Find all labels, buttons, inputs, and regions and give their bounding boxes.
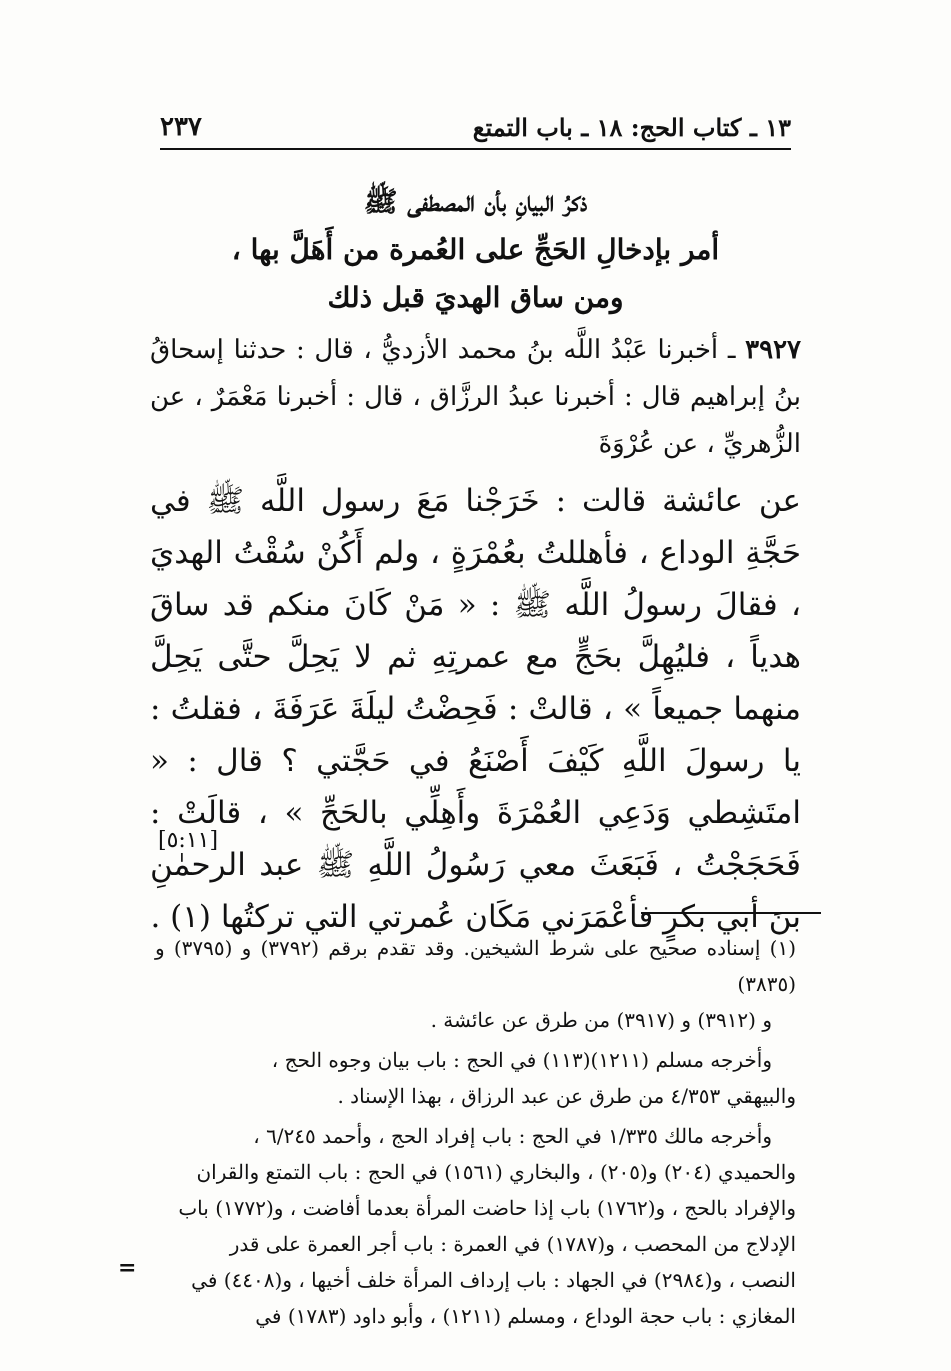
source-reference: [٥:١١] bbox=[158, 828, 219, 853]
footnote-line: والحميدي (٢٠٤) و(٢٠٥) ، والبخاري (١٥٦١) في الحج : باب التمتع والقران bbox=[196, 1160, 796, 1184]
hadith-text: عن عائشة قالت : خَرَجْنا مَعَ رسول اللَّه ﷺ في حَجَّةِ الوداع ، فأهللتُ بعُمْرَةٍ ، ولم أَكُنْ سُقْتُ الهديَ ، فقالَ رسولُ اللَّه ﷺ : « مَنْ كَانَ منكم قد ساقَ هدياً ، فليُهِلَّ بحَجٍّ مع عمرتِهِ ثم لا يَحِلَّ حتَّى يَحِلَّ منهما جميعاً » ، قالتْ : فَحِضْتُ ليلَةَ عَرَفَةَ ، فقلتُ : يا رسولَ اللَّهِ كَيْفَ أَصْنَعُ في حَجَّتي ؟ قال : « امتَشِطي وَدَعِي العُمْرَةَ وأَهِلِّي بالحَجِّ » ، قالَتْ : فَحَجَجْتُ ، فَبَعَثَ معي رَسُولُ اللَّهِ ﷺ عبد الرحمٰنِ بنَ أبي بكرٍ فأعْمَرَني مَكَان عُمرتي التي تركتُها (١) . bbox=[150, 483, 801, 935]
hadith-number: ٣٩٢٧ bbox=[745, 335, 801, 365]
footnote-divider bbox=[641, 912, 821, 914]
running-title: ١٣ ـ كتاب الحج: ١٨ ـ باب التمتع bbox=[472, 113, 791, 142]
footnote-paragraph bbox=[155, 930, 796, 1038]
isnad-text: ـ أخبرنا عَبْدُ اللَّه بنُ محمد الأزديُّ ، قال : حدثنا إسحاقُ بنُ إبراهيم قال : أخبرنا عبدُ الرزَّاق ، قال : أخبرنا مَعْمَرٌ ، عن الزُّهريِّ ، عن عُرْوَةَ bbox=[150, 335, 801, 459]
footnote-line: و (٣٩١٢) و (٣٩١٧) من طرق عن عائشة . bbox=[430, 1008, 772, 1032]
page-header bbox=[160, 108, 791, 150]
hadith-chain bbox=[150, 327, 801, 468]
footnote-line: المغازي : باب حجة الوداع ، ومسلم (١٢١١) ، وأبو داود (١٧٨٣) في bbox=[255, 1304, 796, 1328]
footnote-line: (١) إسناده صحيح على شرط الشيخين. وقد تقدم برقم (٣٧٩٢) و (٣٧٩٥) و (٣٨٣٥) bbox=[155, 936, 796, 996]
footnote-line: الإدلاج من المحصب ، و(١٧٨٧) في العمرة : باب أجر العمرة على قدر bbox=[229, 1232, 796, 1256]
footnote-paragraph bbox=[155, 1042, 796, 1114]
footnotes bbox=[155, 930, 796, 1338]
chapter-title-line: أمر بإدخالِ الحَجِّ على العُمرة من أَهَلَّ بها ، bbox=[231, 233, 720, 266]
chapter-title-line: ومن ساق الهديَ قبل ذلك bbox=[327, 281, 624, 314]
footnote-line: وأخرجه مسلم (١٢١١)(١١٣) في الحج : باب بيان وجوه الحج ، bbox=[271, 1048, 772, 1072]
page-number: ٢٣٧ bbox=[160, 112, 202, 142]
chapter-title-line: ذكرُ البيانِ بأن المصطفى ﷺ bbox=[363, 185, 588, 218]
footnote-line: والإفراد بالحج ، و(١٧٦٢) باب إذا حاضت المرأة بعدما أفاضت ، و(١٧٧٢) باب bbox=[178, 1196, 796, 1220]
continuation-mark: = bbox=[118, 1255, 137, 1281]
footnote-line: والبيهقي ٤/٣٥٣ من طرق عن عبد الرزاق ، بهذا الإسناد . bbox=[337, 1084, 796, 1108]
footnote-line: وأخرجه مالك ١/٣٣٥ في الحج : باب إفراد الحج ، وأحمد ٦/٢٤٥ ، bbox=[253, 1124, 772, 1148]
chapter-title bbox=[160, 178, 791, 322]
footnote-line: النصب ، و(٢٩٨٤) في الجهاد : باب إرداف المرأة خلف أخيها ، و(٤٤٠٨) في bbox=[191, 1268, 796, 1292]
footnote-paragraph bbox=[155, 1118, 796, 1334]
